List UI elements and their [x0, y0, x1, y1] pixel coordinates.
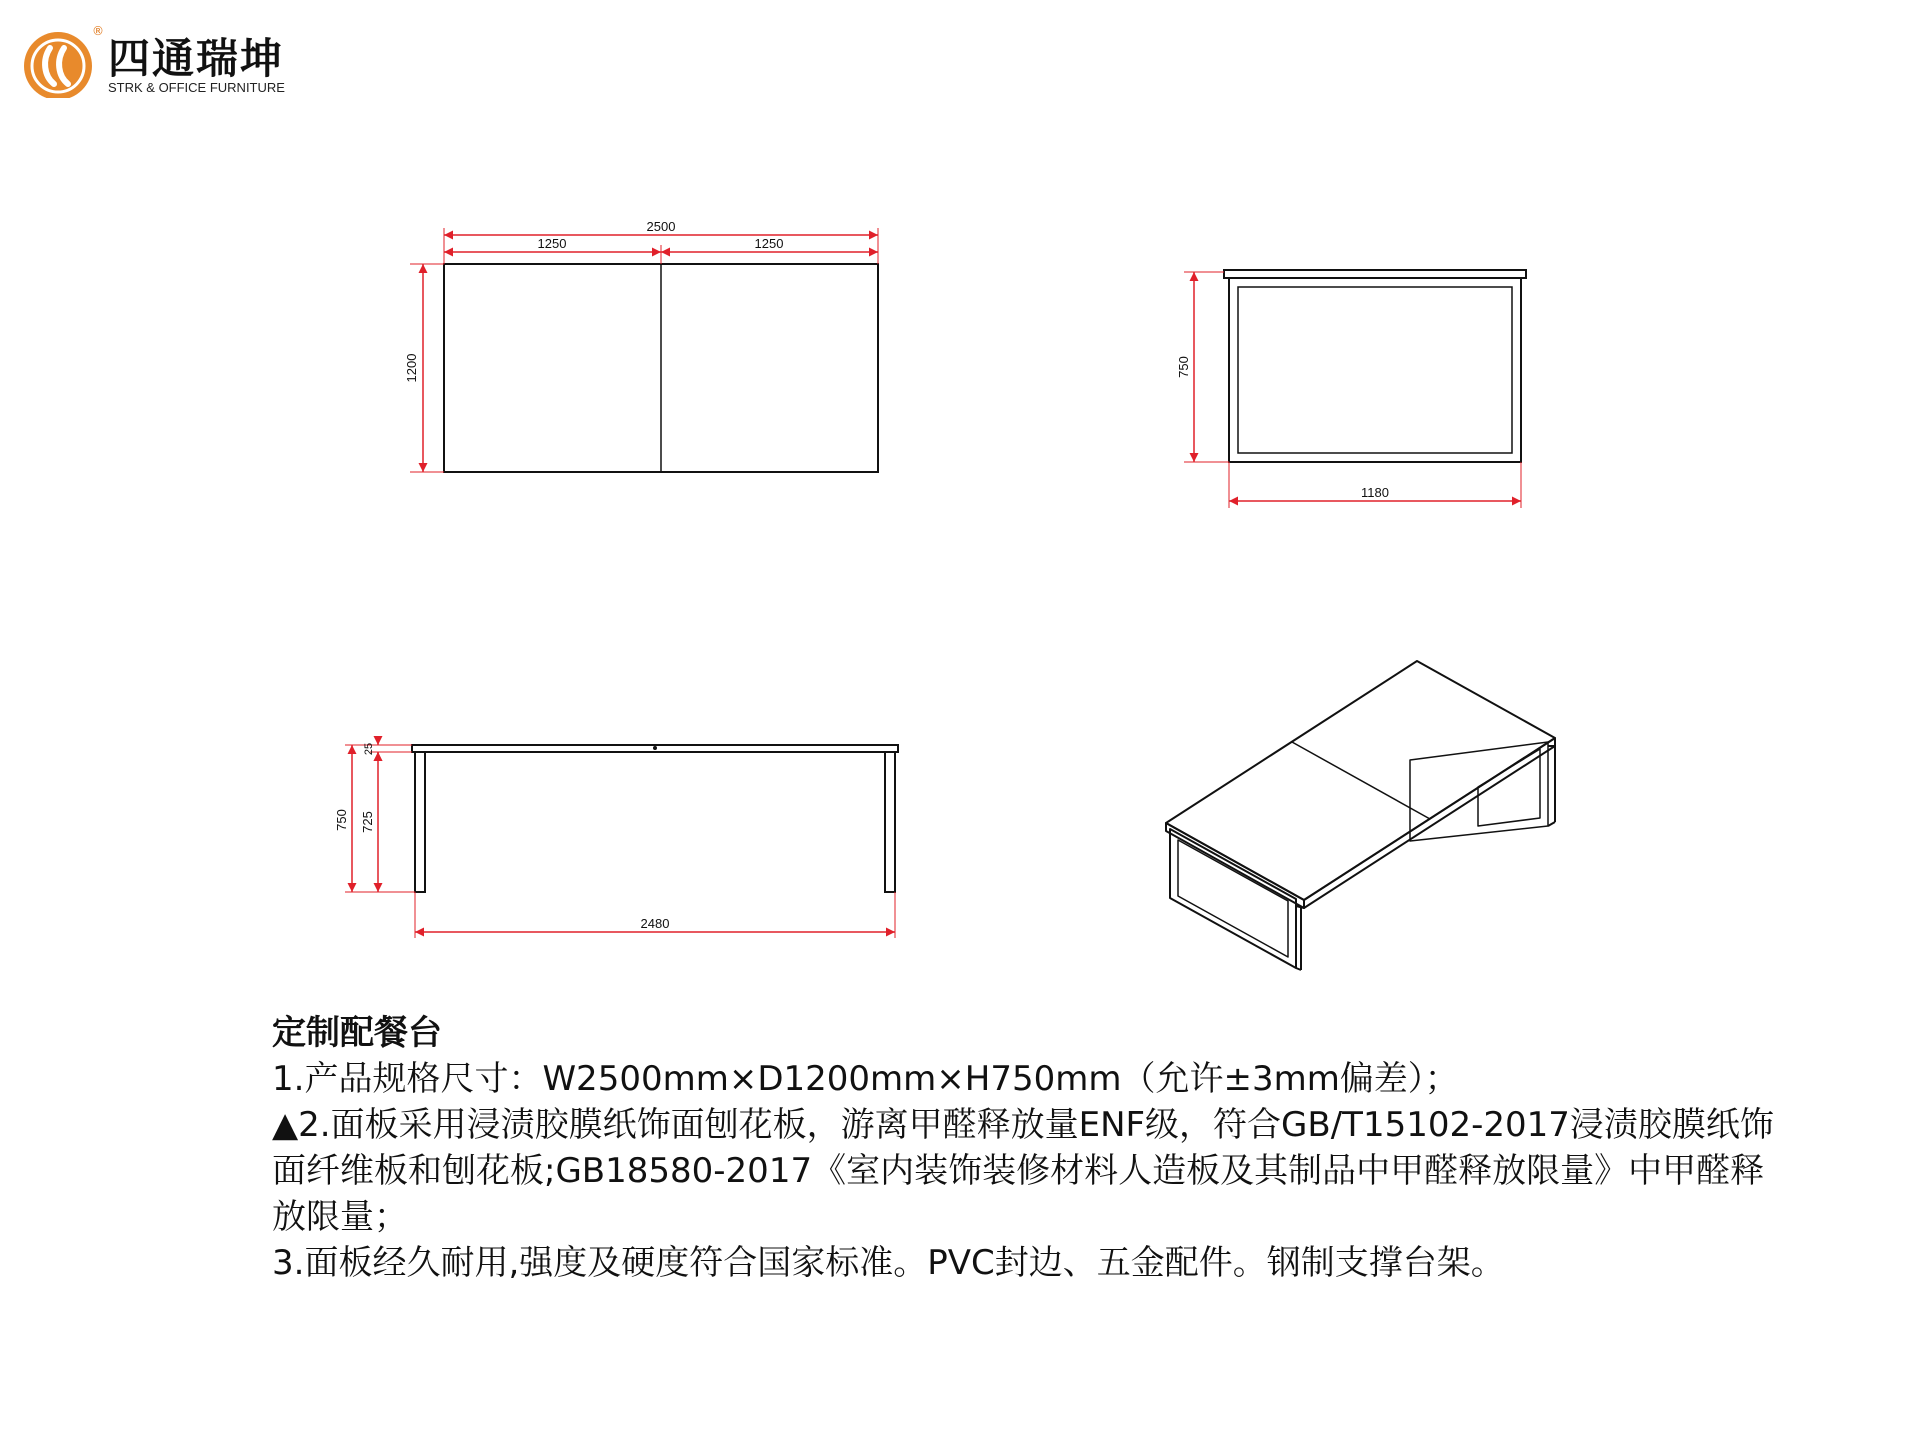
side-view-frame-inner: [1238, 287, 1512, 453]
side-view: [1176, 270, 1526, 508]
dim-side-height: 750: [1176, 356, 1191, 378]
spec-line-1: 1.产品规格尺寸：W2500mm×D1200mm×H750mm（允许±3mm偏差）；: [272, 1059, 1459, 1099]
spec-line-2: ▲2.面板采用浸渍胶膜纸饰面刨花板，游离甲醛释放量ENF级，符合GB/T15102-2017浸渍胶膜纸饰面纤维板和刨花板;GB18580-2017《室内装饰装修材料人造板及其制品中甲醛释放限量》中甲醛释放限量；: [272, 1105, 1774, 1237]
dim-side-depth: 1180: [1361, 485, 1389, 500]
front-view: [334, 736, 898, 938]
isometric-view: [1166, 661, 1555, 970]
brand-subtitle: STRK & OFFICE FURNITURE: [108, 80, 285, 95]
dim-front-leg-height: 725: [360, 811, 375, 833]
dim-front-total-height: 750: [334, 809, 349, 831]
dim-right-width: 1250: [754, 236, 784, 251]
side-view-top: [1224, 270, 1526, 278]
brand-name: 四通瑞坤: [108, 34, 285, 83]
dim-left-width: 1250: [537, 236, 567, 251]
dim-front-top-thickness: 25: [363, 742, 375, 756]
product-description: [272, 1010, 1792, 1286]
spec-line-3: 3.面板经久耐用,强度及硬度符合国家标准。PVC封边、五金配件。钢制支撑台架。: [272, 1243, 1505, 1283]
top-view: [404, 219, 878, 472]
iso-frame-left-outer: [1170, 829, 1296, 968]
front-view-leg-right: [885, 752, 895, 892]
front-view-leg-left: [415, 752, 425, 892]
side-view-frame-outer: [1229, 278, 1521, 462]
registered-mark: ®: [92, 24, 104, 38]
product-title: 定制配餐台: [272, 1013, 442, 1053]
dim-depth: 1200: [404, 353, 419, 383]
dim-total-width: 2500: [646, 219, 676, 234]
iso-frame-left-inner: [1178, 840, 1288, 957]
dim-front-length: 2480: [640, 916, 670, 931]
